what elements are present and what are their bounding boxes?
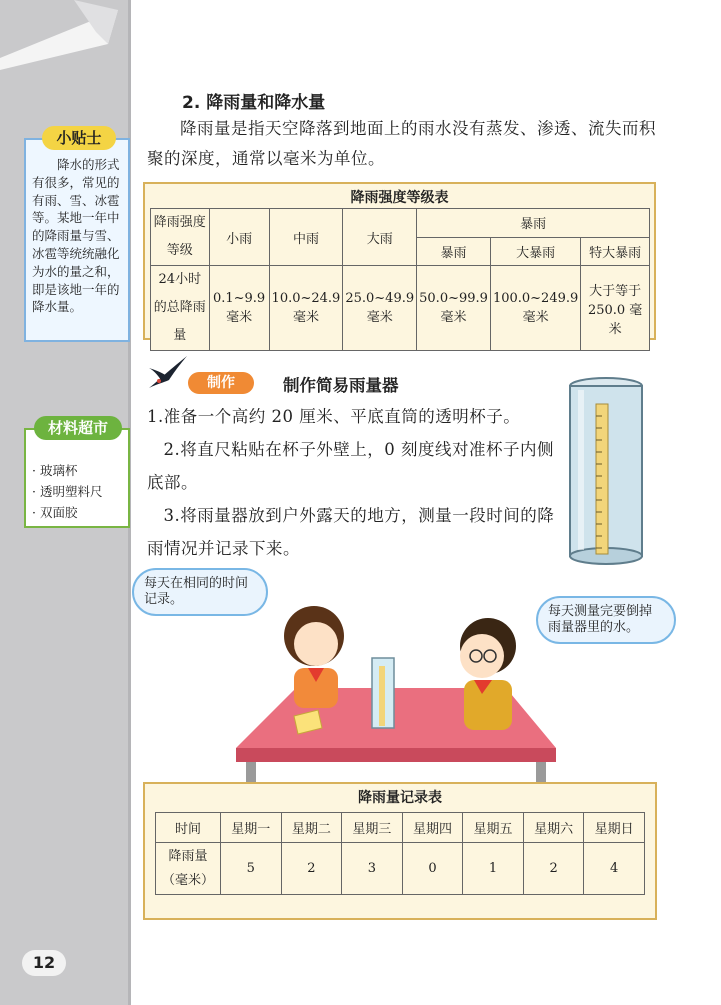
materials-list: [32, 460, 102, 523]
section-paragraph: 降雨量是指天空降落到地面上的雨水没有蒸发、渗透、流失而积聚的深度，通常以毫米为单位。: [147, 119, 656, 168]
tip-text: 降水的形式有很多，常见的有雨、雪、冰雹等。某地一年中的降雨量与雪、冰雹等统统融化为水的量之和，即是该地一年的降水量。: [32, 157, 120, 315]
record-table: [155, 812, 645, 895]
table-cell: 50.0~99.9 毫米: [417, 266, 491, 351]
material-item: · 透明塑料尺: [32, 481, 102, 502]
intensity-table-title: 降雨强度等级表: [350, 190, 449, 206]
header-cell: 暴雨: [417, 209, 650, 238]
header-cell: 星期一: [221, 813, 282, 843]
header-cell: 时间: [156, 813, 221, 843]
header-cell: 小雨: [209, 209, 269, 266]
table-cell: 0: [402, 843, 463, 895]
activity-step: 2.将直尺粘贴在杯子外壁上，0 刻度线对准杯子内侧底部。: [147, 440, 554, 492]
activity-title: 制作简易雨量器: [283, 376, 399, 395]
activity-step: 1.准备一个高约 20 厘米、平底直筒的透明杯子。: [147, 407, 521, 426]
tip-title: 小贴士: [42, 126, 116, 150]
header-cell: 24小时的总降雨量: [151, 266, 210, 351]
table-cell: 2: [523, 843, 584, 895]
material-item: · 双面胶: [32, 502, 102, 523]
table-cell: 3: [342, 843, 403, 895]
tip-box: [24, 129, 130, 342]
materials-title: 材料超市: [34, 416, 122, 440]
header-cell: 星期日: [584, 813, 645, 843]
header-cell: 星期三: [342, 813, 403, 843]
materials-box: [24, 419, 130, 528]
intensity-table: [150, 208, 650, 351]
table-cell: 4: [584, 843, 645, 895]
swallow-icon: [147, 354, 189, 390]
table-cell: 0.1~9.9 毫米: [209, 266, 269, 351]
table-cell: 2: [281, 843, 342, 895]
table-cell: 25.0~49.9 毫米: [343, 266, 417, 351]
material-item: · 玻璃杯: [32, 460, 102, 481]
header-cell: 星期六: [523, 813, 584, 843]
record-table-frame: [143, 782, 657, 920]
header-cell: 大暴雨: [490, 237, 580, 266]
page-number: 12: [22, 950, 66, 976]
table-cell: 1: [463, 843, 524, 895]
boy-speech-text: 每天测量完要倒掉雨量器里的水。: [548, 604, 653, 635]
header-cell: 星期四: [402, 813, 463, 843]
activity-step: 3.将雨量器放到户外露天的地方，测量一段时间的降雨情况并记录下来。: [147, 506, 555, 558]
table-cell: 10.0~24.9 毫米: [269, 266, 343, 351]
table-cell: 5: [221, 843, 282, 895]
children-table-illustration: [236, 588, 576, 788]
header-cell: 星期五: [463, 813, 524, 843]
header-cell: 星期二: [281, 813, 342, 843]
section-heading: 2. 降雨量和降水量: [182, 93, 326, 113]
header-cell: 降雨强度等级: [151, 209, 210, 266]
rain-gauge-cup-illustration: [566, 376, 646, 566]
record-table-title: 降雨量记录表: [358, 790, 442, 806]
header-cell: 降雨量 （毫米）: [156, 843, 221, 895]
activity-tag: 制作: [188, 372, 254, 394]
table-cell: 大于等于 250.0 毫米: [581, 266, 650, 351]
header-cell: 暴雨: [417, 237, 491, 266]
page-curl-icon: [0, 0, 130, 70]
intensity-table-frame: [143, 182, 656, 343]
table-cell: 100.0~249.9 毫米: [490, 266, 580, 351]
header-cell: 特大暴雨: [581, 237, 650, 266]
girl-speech-text: 每天在相同的时间记录。: [144, 576, 249, 607]
header-cell: 大雨: [343, 209, 417, 266]
header-cell: 中雨: [269, 209, 343, 266]
